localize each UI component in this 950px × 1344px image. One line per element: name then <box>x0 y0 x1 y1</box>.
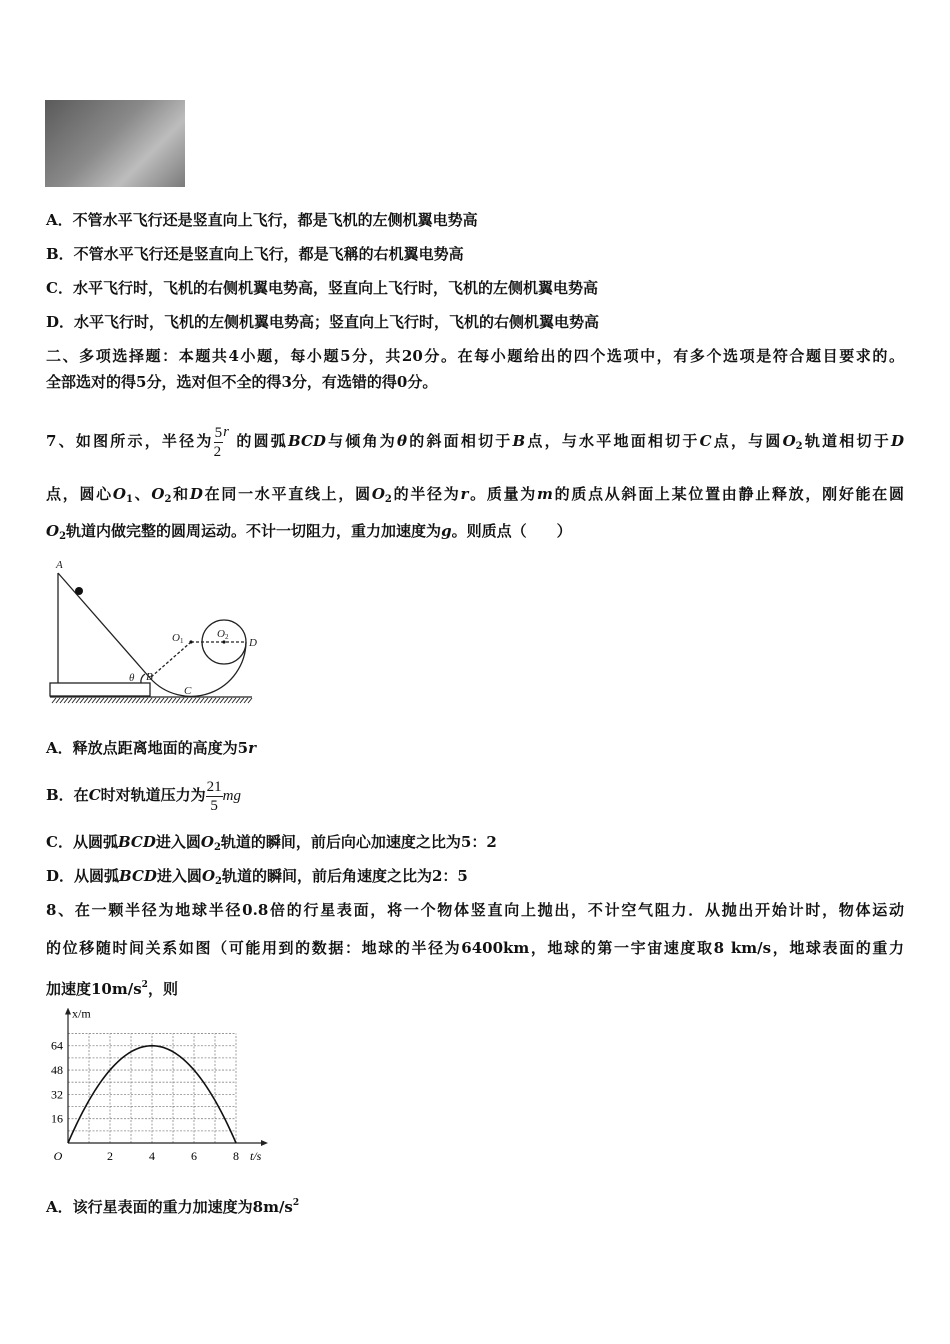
theta-angle-arc <box>141 674 145 683</box>
o1-b-radius <box>150 642 191 678</box>
text-segment: 、 <box>132 485 152 503</box>
text-segment: O <box>112 485 126 503</box>
frac-den: 5 <box>210 797 218 814</box>
text-segment: 点，与水平地面相切于 <box>525 432 700 450</box>
x-axis-label: t/s <box>250 1149 262 1163</box>
text-segment: 轨道相切于 <box>802 432 891 450</box>
y-axis-arrow <box>65 1008 71 1015</box>
text-segment: D <box>890 432 904 450</box>
frac-var: mg <box>222 788 241 804</box>
text-segment: O <box>371 485 385 503</box>
text-segment: r <box>248 739 256 757</box>
text-segment: 的斜面相切于 <box>407 432 513 450</box>
text-segment: A．该行星表面的重力加速度为8m/s <box>46 1198 293 1216</box>
arc-bcd <box>150 642 246 696</box>
text-segment: O <box>46 522 60 540</box>
frac-var: r <box>223 424 229 440</box>
frac-den: 2 <box>213 443 222 460</box>
q7-option-c[interactable] <box>46 832 497 858</box>
x-axis-arrow <box>261 1140 268 1146</box>
text-segment: BCD <box>117 833 156 851</box>
x-tick-label: 2 <box>107 1149 113 1163</box>
fraction-21-over-5 <box>206 778 223 815</box>
text-segment: O <box>200 833 214 851</box>
y-tick-label: 64 <box>51 1038 63 1053</box>
label-o2: O <box>217 628 225 640</box>
label-d: D <box>249 637 257 649</box>
text-segment: 2 <box>384 494 392 505</box>
text-segment: 2 <box>213 842 221 853</box>
origin-label: O <box>53 1149 63 1163</box>
text-segment: O <box>782 432 796 450</box>
q7-text <box>236 432 904 450</box>
text-segment: 1 <box>125 494 133 505</box>
y-axis-label: x/m <box>72 1008 91 1021</box>
text-segment: 进入圆 <box>155 833 201 851</box>
frac-num: 21 <box>206 778 222 795</box>
label-o1: O <box>172 632 180 644</box>
text-segment: B．不管水平飞行还是竖直向上飞行，都是飞稱的右机翼电势高 <box>46 245 464 263</box>
text-segment: A．不管水平飞行还是竖直向上飞行，都是飞机的左侧机翼电势高 <box>46 211 478 229</box>
section-2-instructions: 二、多项选择题：本题共4小题，每小题5分，共20分。在每小题给出的四个选项中，有多个选项是符合题目要求的。 <box>46 347 904 365</box>
label-o1-sub: 1 <box>180 637 184 645</box>
text-segment: 。则质点（ ） <box>451 522 572 540</box>
text-segment: O <box>201 867 216 885</box>
q7-option-b-text <box>46 786 206 804</box>
particle-ball <box>75 587 83 595</box>
y-tick-label: 32 <box>51 1087 63 1102</box>
label-b: B <box>146 671 153 683</box>
y-tick-label: 16 <box>51 1111 63 1126</box>
text-segment: 2 <box>292 1198 300 1208</box>
text-segment: D．从圆弧 <box>46 867 120 885</box>
text-segment: D．水平飞行时，飞机的左侧机翼电势高；竖直向上飞行时，飞机的右侧机翼电势高 <box>46 313 600 331</box>
q7-option-d[interactable] <box>46 866 468 892</box>
text-segment: 2 <box>141 980 148 990</box>
ground-hatch <box>52 698 252 703</box>
text-segment: 轨道的瞬间，前后角速度之比为2：5 <box>221 867 468 885</box>
text-segment: 在同一水平直线上，圆 <box>202 485 372 503</box>
label-o2-sub: 2 <box>225 633 229 641</box>
text-segment: 和 <box>171 485 190 503</box>
text-segment: 7、如图所示，半径为 <box>46 432 214 450</box>
text-segment: 的半径为 <box>391 485 461 503</box>
text-segment: 轨道的瞬间，前后向心加速度之比为5：2 <box>220 833 497 851</box>
q7-track-diagram <box>0 0 300 710</box>
text-segment: 与倾角为 <box>325 432 397 450</box>
text-segment: B <box>512 432 526 450</box>
text-segment: O <box>151 485 165 503</box>
label-theta: θ <box>129 672 135 684</box>
text-segment: B．在 <box>46 786 89 804</box>
o1-point <box>189 640 192 643</box>
text-segment: 2 <box>795 441 803 452</box>
text-segment: D <box>189 485 203 503</box>
frac-num: 5 <box>214 424 223 441</box>
q7-option-b[interactable] <box>46 772 241 819</box>
q8-line-2 <box>46 938 904 958</box>
text-segment: 的位移随时间关系如图（可能用到的数据：地球的半径为6400km，地球的第一宇宙速度取8 km/s，地球表面的重力 <box>46 939 904 957</box>
text-segment: g <box>441 522 452 540</box>
text-segment: 进入圆 <box>156 867 202 885</box>
text-segment: 点，与圆 <box>711 432 783 450</box>
text-segment: C <box>699 432 712 450</box>
text-segment: 。质量为 <box>468 485 537 503</box>
text-segment: 8、在一颗半径为地球半径0.8倍的行星表面，将一个物体竖直向上抛出，不计空气阻力．从抛出开始计时，物体运动 <box>46 901 904 919</box>
text-segment: 点，圆心 <box>46 485 113 503</box>
text-segment: 的圆弧 <box>236 432 289 450</box>
incline-base <box>50 683 150 696</box>
text-segment: θ <box>397 432 408 450</box>
label-c: C <box>184 685 192 697</box>
text-segment: 2 <box>215 876 222 887</box>
q8-line-1 <box>46 900 904 920</box>
text-segment: 时对轨道压力为 <box>100 786 206 804</box>
text-segment: 2 <box>164 494 172 505</box>
section-2-instructions-cont: 全部选对的得5分，选对但不全的得3分，有选错的得0分。 <box>46 373 438 391</box>
incline-slope <box>58 573 150 678</box>
y-tick-label: 48 <box>51 1063 63 1078</box>
text-segment: C <box>88 786 101 804</box>
text-segment: BCD <box>119 867 157 885</box>
text-segment: m <box>537 485 553 503</box>
text-segment: C．从圆弧 <box>46 833 118 851</box>
text-segment: A．释放点距离地面的高度为5 <box>46 739 249 757</box>
x-tick-label: 6 <box>191 1149 197 1163</box>
x-tick-label: 8 <box>233 1149 239 1163</box>
q8-option-a[interactable] <box>46 1193 299 1217</box>
text-segment: r <box>460 485 469 503</box>
text-segment: 加速度10m/s <box>46 980 142 998</box>
displacement-time-graph <box>45 1008 280 1168</box>
text-segment: 2 <box>59 531 67 542</box>
q7-option-a[interactable] <box>46 738 256 758</box>
text-segment: 轨道内做完整的圆周运动。不计一切阻力，重力加速度为 <box>66 522 442 540</box>
q8-line-3 <box>46 975 178 999</box>
text-segment: ，则 <box>147 980 178 998</box>
text-segment: 的质点从斜面上某位置由静止释放，刚好能在圆 <box>552 485 904 503</box>
text-segment: C．水平飞行时，飞机的右侧机翼电势高，竖直向上飞行时，飞机的左侧机翼电势高 <box>46 279 598 297</box>
x-tick-label: 4 <box>149 1149 155 1163</box>
text-segment: BCD <box>288 432 326 450</box>
label-a: A <box>56 559 63 571</box>
